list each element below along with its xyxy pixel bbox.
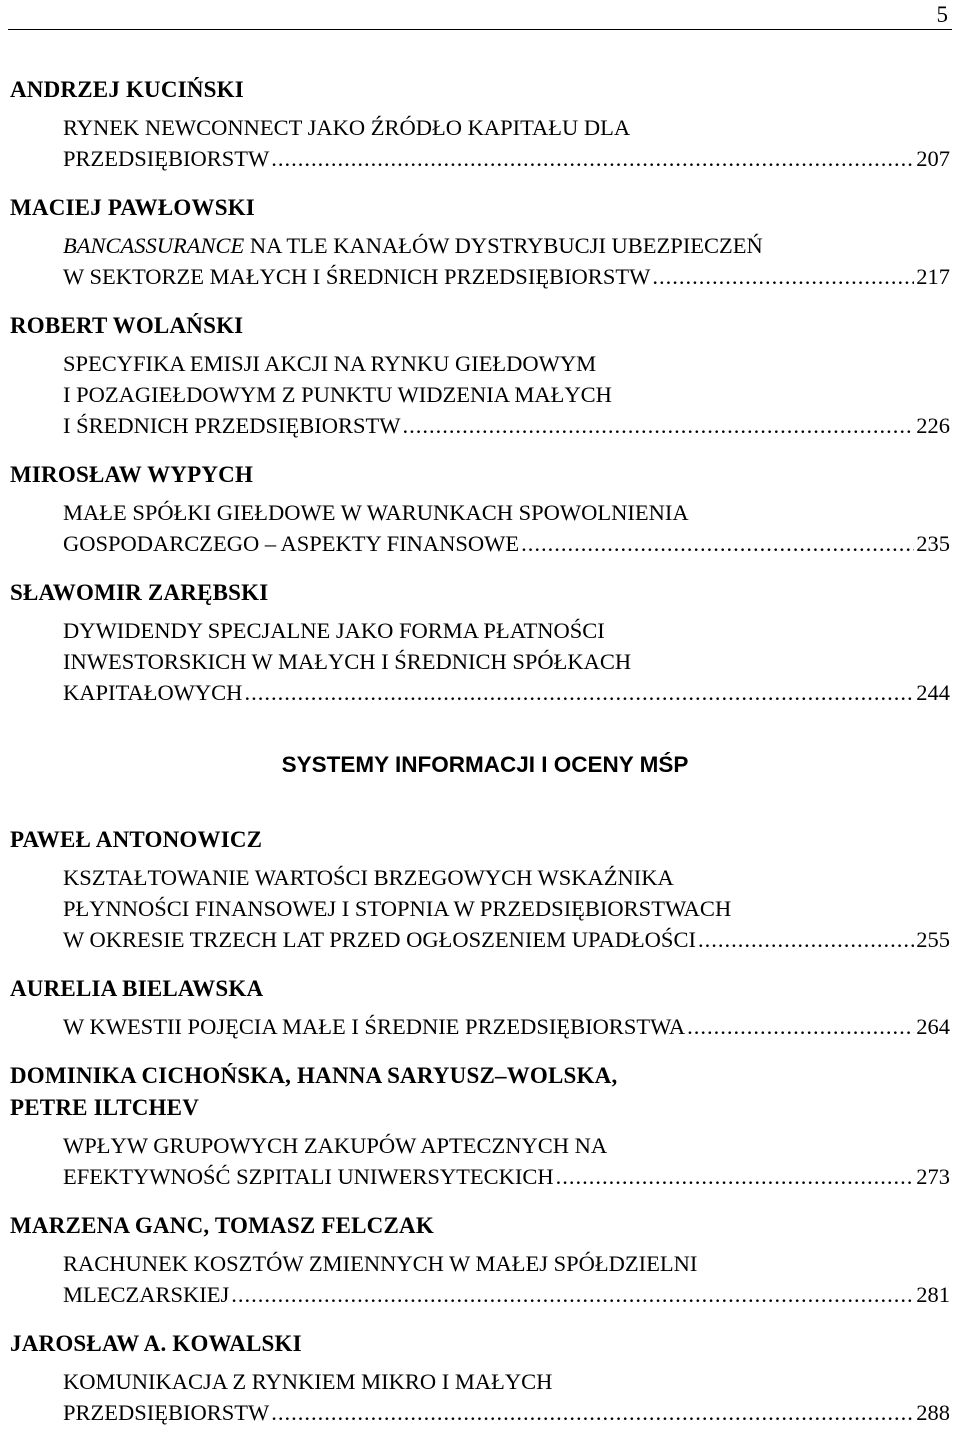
dot-leader [403, 410, 915, 441]
dot-leader [231, 1279, 914, 1310]
entry-title-text [63, 233, 763, 258]
entry-title-line [63, 615, 950, 646]
entry-title-line [63, 1366, 950, 1397]
entry-title-line [63, 379, 950, 410]
entry-title [63, 348, 950, 441]
entry-title-text: PRZEDSIĘBIORSTW [63, 146, 270, 171]
entry-title-text: KOMUNIKACJA Z RYNKIEM MIKRO I MAŁYCH [63, 1369, 553, 1394]
entry-title-line [63, 893, 950, 924]
toc-entry[interactable] [10, 74, 950, 174]
entry-title [63, 1130, 950, 1192]
header-rule [8, 29, 952, 30]
toc-entry[interactable] [10, 1060, 950, 1192]
section-heading: SYSTEMY INFORMACJI I OCENY MŚP [281, 752, 689, 777]
toc-entry[interactable] [10, 973, 950, 1042]
entry-title-text: W SEKTORZE MAŁYCH I ŚREDNICH PRZEDSIĘBIORSTW [63, 264, 651, 289]
entry-title-text: PŁYNNOŚCI FINANSOWEJ I STOPNIA W PRZEDSIĘBIORSTWACH [63, 896, 732, 921]
toc-entry[interactable] [10, 577, 950, 708]
entry-title-italic: BANCASSURANCE [63, 233, 245, 258]
entry-title [63, 1011, 950, 1042]
entry-author: PAWEŁ ANTONOWICZ [10, 827, 263, 852]
entry-title-text: KSZTAŁTOWANIE WARTOŚCI BRZEGOWYCH WSKAŹNIKA [63, 865, 674, 890]
toc-entry[interactable] [10, 459, 950, 559]
entry-title-text: INWESTORSKICH W MAŁYCH I ŚREDNICH SPÓŁKACH [63, 649, 632, 674]
entry-author-line2: PETRE ILTCHEV [10, 1095, 200, 1120]
dot-leader [687, 1011, 914, 1042]
dot-leader [698, 924, 914, 955]
entry-page-number: 288 [916, 1400, 950, 1425]
entry-title [63, 230, 950, 292]
entry-title-text: MLECZARSKIEJ [63, 1282, 230, 1307]
entry-page-number: 264 [916, 1014, 950, 1039]
entry-title-text: W KWESTII POJĘCIA MAŁE I ŚREDNIE PRZEDSIĘBIORSTWA [63, 1014, 686, 1039]
dot-leader [556, 1161, 915, 1192]
entry-author: JAROSŁAW A. KOWALSKI [10, 1331, 302, 1356]
entry-title-text: PRZEDSIĘBIORSTW [63, 1400, 270, 1425]
entry-title-line [63, 677, 950, 708]
dot-leader [521, 528, 914, 559]
entry-title-text: RYNEK NEWCONNECT JAKO ŹRÓDŁO KAPITAŁU DLA [63, 115, 631, 140]
entry-title-text: WPŁYW GRUPOWYCH ZAKUPÓW APTECZNYCH NA [63, 1133, 608, 1158]
entry-page-number: 226 [916, 413, 950, 438]
dot-leader [271, 1397, 914, 1428]
entry-title-rest: NA TLE KANAŁÓW DYSTRYBUCJI UBEZPIECZEŃ [244, 233, 763, 258]
entry-author: MIROSŁAW WYPYCH [10, 462, 254, 487]
toc-entry[interactable] [10, 1328, 950, 1428]
toc-entry[interactable] [10, 1210, 950, 1310]
toc-section-after [10, 824, 950, 1428]
entry-page-number: 244 [916, 680, 950, 705]
entry-author: ROBERT WOLAŃSKI [10, 313, 244, 338]
entry-title [63, 1366, 950, 1428]
entry-title-line [63, 1011, 950, 1042]
entry-title-line [63, 230, 950, 261]
entry-title-line [63, 143, 950, 174]
entry-title-text: MAŁE SPÓŁKI GIEŁDOWE W WARUNKACH SPOWOLNIENIA [63, 500, 689, 525]
entry-page-number: 217 [916, 264, 950, 289]
entry-title-text: KAPITAŁOWYCH [63, 680, 243, 705]
entry-author: MARZENA GANC, TOMASZ FELCZAK [10, 1213, 434, 1238]
entry-title-text: DYWIDENDY SPECJALNE JAKO FORMA PŁATNOŚCI [63, 618, 605, 643]
entry-page-number: 281 [916, 1282, 950, 1307]
entry-title-line [63, 862, 950, 893]
toc-entry[interactable] [10, 824, 950, 955]
entry-title [63, 862, 950, 955]
entry-title-line [63, 261, 950, 292]
entry-title-text: I ŚREDNICH PRZEDSIĘBIORSTW [63, 413, 401, 438]
entry-author: DOMINIKA CICHOŃSKA, HANNA SARYUSZ–WOLSKA, [10, 1063, 618, 1088]
entry-title-text: W OKRESIE TRZECH LAT PRZED OGŁOSZENIEM UPADŁOŚCI [63, 927, 696, 952]
entry-title-line [63, 1248, 950, 1279]
entry-page-number: 255 [916, 927, 950, 952]
entry-author: ANDRZEJ KUCIŃSKI [10, 77, 244, 102]
entry-title-line [63, 1161, 950, 1192]
dot-leader [652, 261, 914, 292]
entry-title-line [63, 497, 950, 528]
entry-title-text: SPECYFIKA EMISJI AKCJI NA RYNKU GIEŁDOWYM [63, 351, 597, 376]
page-number: 5 [936, 2, 948, 27]
entry-title-text: GOSPODARCZEGO – ASPEKTY FINANSOWE [63, 531, 520, 556]
table-of-contents [10, 74, 950, 1446]
entry-page-number: 207 [916, 146, 950, 171]
dot-leader [244, 677, 914, 708]
toc-entry[interactable] [10, 310, 950, 441]
entry-page-number: 273 [916, 1164, 950, 1189]
entry-title-line [63, 1279, 950, 1310]
entry-title-line [63, 410, 950, 441]
entry-title-line [63, 646, 950, 677]
entry-title-text: I POZAGIEŁDOWYM Z PUNKTU WIDZENIA MAŁYCH [63, 382, 612, 407]
entry-title [63, 615, 950, 708]
entry-author: AURELIA BIELAWSKA [10, 976, 264, 1001]
entry-title-line [63, 924, 950, 955]
entry-author: SŁAWOMIR ZARĘBSKI [10, 580, 269, 605]
toc-section-before [10, 74, 950, 708]
entry-title-line [63, 1397, 950, 1428]
entry-title [63, 112, 950, 174]
entry-title-line [63, 112, 950, 143]
entry-title-text: EFEKTYWNOŚĆ SZPITALI UNIWERSYTECKICH [63, 1164, 554, 1189]
entry-title [63, 1248, 950, 1310]
dot-leader [271, 143, 914, 174]
entry-author: MACIEJ PAWŁOWSKI [10, 195, 255, 220]
entry-title-line [63, 348, 950, 379]
entry-title [63, 497, 950, 559]
toc-entry[interactable] [10, 192, 950, 292]
entry-title-line [63, 1130, 950, 1161]
entry-page-number: 235 [916, 531, 950, 556]
entry-title-line [63, 528, 950, 559]
entry-title-text: RACHUNEK KOSZTÓW ZMIENNYCH W MAŁEJ SPÓŁDZIELNI [63, 1251, 698, 1276]
